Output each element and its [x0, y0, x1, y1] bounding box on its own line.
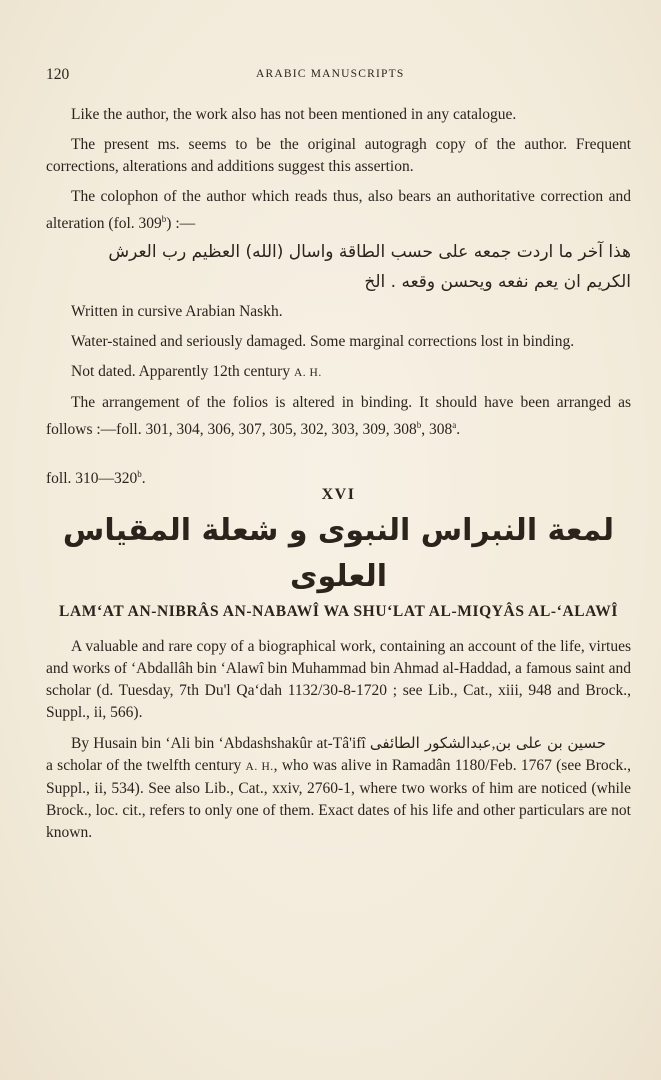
arrangement-text: The arrangement of the folios is altered in binding. It should have been arranged as follows :—foll. 301, 304, 306, 307, 305, 302, 303, 309, 308 [46, 394, 631, 439]
date-text: Not dated. Apparently 12th century [71, 363, 291, 381]
author-text-3: , who was alive in Ramadân 1180/Feb. 1767 (see Brock., Suppl., ii, 534). See also Lib., Cat., xxiv, 2760-1, where two works of him are noticed (while Brock., loc. cit., refers to only one of them. Exact dates of his life and other particulars are not known. [46, 757, 631, 842]
author-text-2: , a scholar of the twelfth century [46, 735, 496, 775]
colophon-text: The colophon of the author which reads thus, also bears an authoritative correction and alteration (fol. 309 [46, 188, 631, 233]
superscript: b [416, 420, 422, 431]
paragraph-script: Written in cursive Arabian Naskh. [71, 303, 283, 321]
arabic-colophon-quote [46, 237, 631, 297]
author-arabic-name-2: عبدالشكور الطائفى [369, 734, 492, 753]
arrangement-end: . [456, 421, 461, 439]
arabic-quote-line: الكريم ان يعم نفعه ويحسن وقعه . الخ [364, 272, 631, 293]
paragraph-condition: Water-stained and seriously damaged. Some marginal corrections lost in binding. [71, 333, 575, 351]
folio-end: . [141, 470, 146, 488]
running-head: ARABIC MANUSCRIPTS [256, 68, 405, 80]
paragraph-description: A valuable and rare copy of a biographical work, containing an account of the life, virtues and works of ‘Abdallâh bin ‘Alawî bin Muhammad bin Ahmad al-Haddad, a famous saint and scholar (d. Tuesday, 7th Du'l Qa‘dah 1132/30-8-1720 ; see Lib., Cat., xiii, 948 and Brock., Suppl., ii, 566). [46, 638, 631, 722]
colophon-end: ) :— [166, 215, 196, 233]
paragraph-catalogue: Like the author, the work also has not been mentioned in any catalogue. [71, 106, 517, 123]
superscript: a [452, 420, 457, 431]
page-number: 120 [46, 66, 70, 83]
page-body [46, 104, 631, 852]
paragraph-author [46, 732, 631, 844]
superscript: b [161, 214, 167, 224]
era-abbrev: A. H. [293, 367, 322, 380]
arabic-title: لمعة النبراس النبوى و شعلة المقياس العلوى [62, 513, 615, 595]
era-abbrev: A. H. [245, 761, 274, 774]
paragraph-colophon [46, 186, 631, 235]
arrangement-text-2: , 308 [421, 421, 453, 439]
paragraph-date [46, 361, 631, 384]
entry-numeral: XVI [321, 486, 356, 504]
superscript: b [137, 469, 142, 480]
paragraph-autograph: The present ms. seems to be the original autogragh copy of the author. Frequent corrections, alterations and additions suggest this assertion. [46, 136, 631, 175]
author-text: By Husain bin ‘Ali bin ‘Abdashshakûr at-Tâ'ifî [71, 735, 366, 753]
paragraph-arrangement [46, 392, 631, 441]
folio-text: foll. 310—320 [46, 470, 138, 488]
transliterated-title: LAM‘AT AN-NIBRÂS AN-NABAWÎ WA SHU‘LAT AL-MIQYÂS AL-‘ALAWÎ [59, 603, 618, 621]
arabic-quote-line: هذا آخر ما اردت جمعه على حسب الطاقة واسال (الله) العظيم رب العرش [108, 242, 631, 263]
page-header [46, 66, 623, 88]
author-arabic-name: حسين بن على بن [495, 734, 606, 753]
